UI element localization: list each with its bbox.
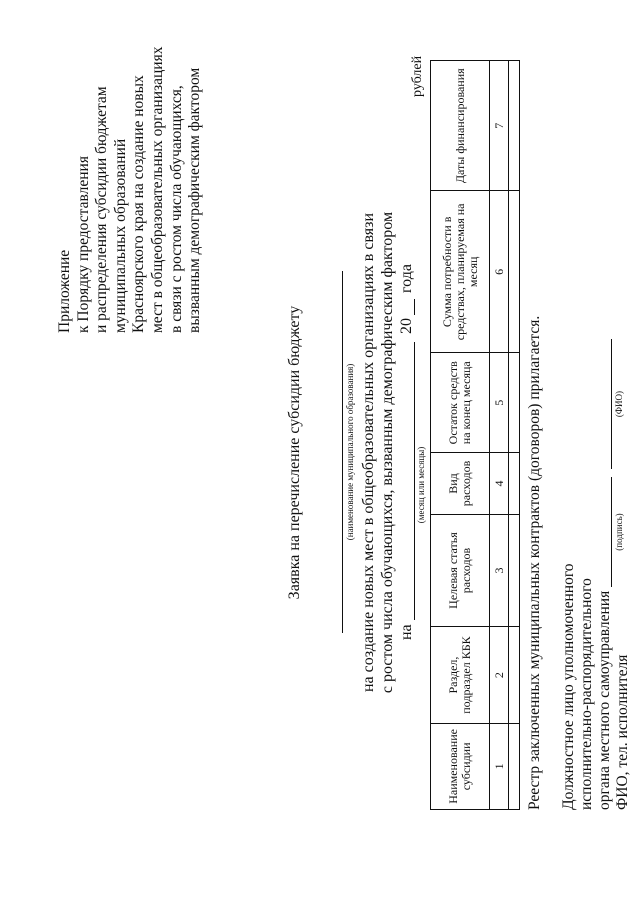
appendix-line: Приложение [56,249,73,333]
header-kbk-section: Раздел, подраздел КБК [431,627,490,723]
empty-cell [509,453,520,514]
currency-label: рублей [410,55,425,97]
month-blank [414,342,415,620]
municipality-caption: (наименование муниципального образования) [345,363,355,541]
name-blank [611,339,612,469]
appendix-line: вызванным демографическим фактором [186,67,204,333]
year-blank [414,299,415,315]
year-suffix: года [398,264,415,293]
column-number: 7 [490,61,509,191]
column-number: 2 [490,627,509,723]
empty-cell [509,353,520,453]
column-number: 5 [490,353,509,453]
header-demand-sum: Сумма потребности в средствах, планируемая на месяц [431,191,490,353]
official-line-2: исполнительно-распорядительного [578,578,595,810]
empty-cell [509,723,520,809]
header-balance: Остаток средств на конец месяца [431,353,490,453]
column-number: 3 [490,514,509,627]
subsidy-request-table [430,60,520,810]
municipality-blank [342,271,343,633]
header-expense-type: Вид расходов [431,453,490,514]
purpose-line-1: на создание новых мест в общеобразовательных организациях в связи [360,212,377,693]
empty-cell [509,191,520,353]
header-target-item: Целевая статья расходов [431,514,490,627]
table-empty-row [509,61,520,810]
appendix-line: мест в общеобразовательных организациях [148,46,166,333]
appendix-line: и распределения субсидии бюджетам [93,86,111,333]
appendix-line: Красноярского края на создание новых [130,75,148,333]
empty-cell [509,514,520,627]
signature-blank [611,477,612,587]
column-number: 1 [490,723,509,809]
header-funding-dates: Даты финансирования [431,61,490,191]
signature-caption: (подпись) [614,513,624,551]
appendix-line: в связи с ростом числа обучающихся, [167,85,185,333]
appendix-header [56,47,205,333]
official-line-3: органа местного самоуправления [596,590,613,810]
name-caption: (ФИО) [614,390,624,418]
table-header-row [431,61,490,810]
empty-cell [509,61,520,191]
column-number: 6 [490,191,509,353]
form-title: Заявка на перечисление субсидии бюджету [286,305,303,600]
header-subsidy-name: Наименование субсидии [431,723,490,809]
official-line-1: Должностное лицо уполномоченного [560,563,577,810]
appendix-line: к Порядку предоставления [74,156,92,333]
month-caption: (месяц или месяцы) [416,446,426,524]
executor-line: ФИО, тел. исполнителя [614,654,631,810]
table-number-row [490,61,509,810]
purpose-line-2: с ростом числа обучающихся, вызванным демографическим фактором [379,211,396,694]
appendix-line: муниципальных образований [111,138,129,333]
registry-note: Реестр заключенных муниципальных контрактов (договоров) прилагается. [526,315,543,810]
empty-cell [509,627,520,723]
period-prefix: на [398,624,415,640]
year-prefix: 20 [398,318,415,334]
column-number: 4 [490,453,509,514]
